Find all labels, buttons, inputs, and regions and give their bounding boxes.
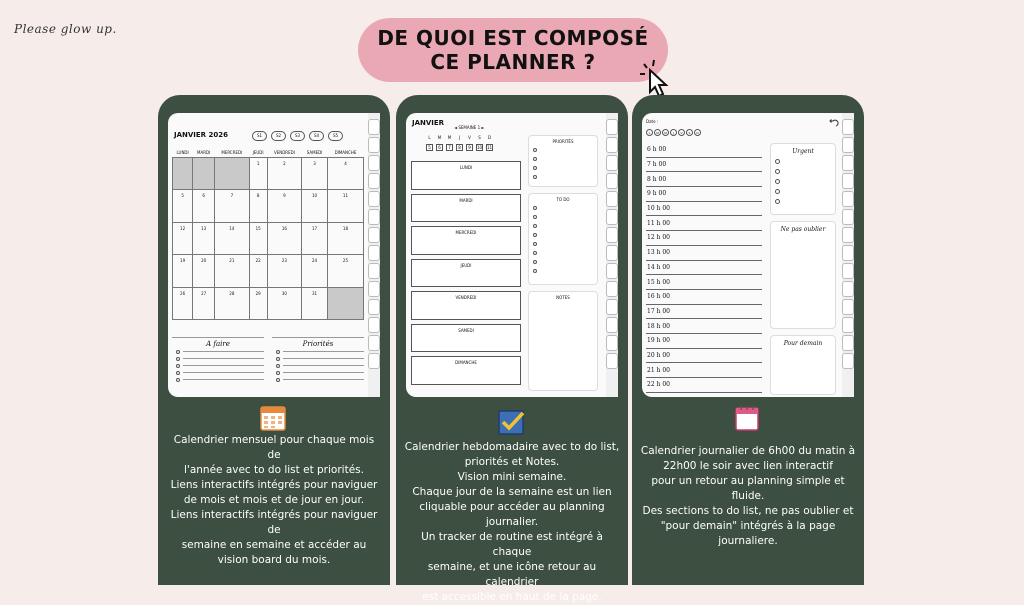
calendar-day-cell[interactable]: 27 <box>193 287 215 320</box>
priorities-box: PRIORITÉS <box>528 135 598 187</box>
calendar-day-cell[interactable]: 21 <box>215 255 250 288</box>
hour-slot[interactable]: 18 h 00 <box>646 319 762 334</box>
title-line-1: DE QUOI EST COMPOSÉ <box>377 26 649 50</box>
calendar-day-cell[interactable]: 22 <box>249 255 267 288</box>
calendar-day-cell[interactable]: 7 <box>215 190 250 223</box>
calendar-icon <box>258 403 288 433</box>
day-boxes <box>411 161 521 385</box>
week-button[interactable]: S5 <box>328 131 343 141</box>
calendar-day-cell[interactable]: 28 <box>215 287 250 320</box>
hour-slot[interactable]: 22 h 00 <box>646 378 762 393</box>
routine-checkbox[interactable]: 10 <box>477 145 483 150</box>
month-calendar-grid <box>172 149 364 320</box>
calendar-day-cell[interactable]: 2 <box>267 157 302 190</box>
calendar-day-cell[interactable] <box>173 157 193 190</box>
calendar-day-cell[interactable]: 4 <box>327 157 363 190</box>
week-button[interactable]: S2 <box>271 131 286 141</box>
hour-slot[interactable]: 14 h 00 <box>646 261 762 276</box>
monthly-preview <box>168 113 380 397</box>
weekly-preview <box>406 113 618 397</box>
calendar-day-cell[interactable]: 10 <box>302 190 328 223</box>
weekday-header: MERCREDI <box>221 150 243 156</box>
weekday-header: VENDREDI <box>273 150 295 156</box>
calendar-day-cell[interactable]: 31 <box>302 287 328 320</box>
weekday-header: LUNDI <box>176 150 189 156</box>
daily-description: Calendrier journalier de 6h00 du matin à 22h00 le soir avec lien interactif pour un retour au planning simple et fluide. Des sections to do list, ne pas oublier et "pour demain" intégrés à la page journaliere. <box>640 445 856 547</box>
day-button[interactable]: L <box>646 129 653 136</box>
day-button[interactable]: J <box>670 129 677 136</box>
calendar-day-cell[interactable]: 20 <box>193 255 215 288</box>
monthly-panel <box>158 95 390 585</box>
hour-slot[interactable]: 12 h 00 <box>646 231 762 246</box>
date-label: Date : <box>646 119 659 124</box>
monthly-description: Calendrier mensuel pour chaque mois de l'année avec to do list et priorités. Liens interactifs intégrés pour naviguer de mois et mois et de jour en jour. Liens interactifs intégrés pour naviguer de semaine en semaine et accéder au vision board du mois. <box>170 434 378 566</box>
hour-slot[interactable]: 13 h 00 <box>646 246 762 261</box>
cursor-click-icon <box>636 58 680 98</box>
hourly-schedule <box>646 143 762 393</box>
week-button[interactable]: S3 <box>290 131 305 141</box>
hour-slot[interactable]: 9 h 00 <box>646 187 762 202</box>
calendar-day-cell[interactable]: 25 <box>327 255 363 288</box>
calendar-day-cell[interactable]: 12 <box>173 222 193 255</box>
day-link[interactable]: JEUDI <box>411 259 521 288</box>
dont-forget-box: Ne pas oublier <box>770 221 836 329</box>
routine-checkbox[interactable]: 7 <box>446 144 453 151</box>
calendar-day-cell[interactable]: 16 <box>267 222 302 255</box>
routine-checkbox[interactable]: 9 <box>466 144 473 151</box>
day-link[interactable]: VENDREDI <box>411 291 521 320</box>
day-link[interactable]: LUNDI <box>411 161 521 190</box>
day-link[interactable]: SAMEDI <box>411 324 521 353</box>
day-button[interactable]: M <box>662 129 669 136</box>
day-button[interactable]: D <box>694 129 701 136</box>
day-button[interactable]: V <box>678 129 685 136</box>
back-arrow-icon[interactable] <box>828 119 838 129</box>
calendar-day-cell[interactable]: 19 <box>173 255 193 288</box>
routine-checkbox[interactable]: 8 <box>456 144 463 151</box>
calendar-day-cell[interactable]: 15 <box>249 222 267 255</box>
weekly-panel <box>396 95 628 603</box>
hour-slot[interactable]: 16 h 00 <box>646 290 762 305</box>
calendar-day-cell[interactable]: 5 <box>173 190 193 223</box>
week-button[interactable]: S1 <box>252 131 267 141</box>
weekly-description: Calendrier hebdomadaire avec to do list, priorités et Notes. Vision mini semaine. Chaque jour de la semaine est un lien cliquable pour accéder au planning journalier. Un tracker de routine est intégré à chaque semaine, et une icône retour au calendrier est accessible en haut de la page. <box>404 441 620 603</box>
notes-box: NOTES <box>528 291 598 391</box>
routine-checkbox[interactable]: 11 <box>487 145 493 150</box>
checkbox-icon <box>496 407 526 437</box>
day-link[interactable]: DIMANCHE <box>411 356 521 385</box>
calendar-day-cell[interactable] <box>215 157 250 190</box>
for-tomorrow-box: Pour demain <box>770 335 836 395</box>
weekday-header: SAMEDI <box>306 150 323 156</box>
calendar-day-cell[interactable]: 29 <box>249 287 267 320</box>
day-button[interactable]: M <box>654 129 661 136</box>
calendar-day-cell[interactable] <box>327 287 363 320</box>
monthly-title: JANVIER 2026 <box>174 131 228 139</box>
week-button[interactable]: S4 <box>309 131 324 141</box>
calendar-day-cell[interactable]: 14 <box>215 222 250 255</box>
routine-checkbox[interactable]: 5 <box>426 144 433 151</box>
title-line-2: CE PLANNER ? <box>430 50 596 74</box>
daily-panel <box>632 95 864 585</box>
title-banner <box>358 18 668 82</box>
day-selector <box>646 129 701 136</box>
week-buttons <box>252 131 343 141</box>
monthly-lists <box>172 337 364 393</box>
hour-slot[interactable]: 20 h 00 <box>646 349 762 364</box>
hour-slot[interactable]: 10 h 00 <box>646 202 762 217</box>
daily-preview <box>642 113 854 397</box>
day-link[interactable]: MERCREDI <box>411 226 521 255</box>
calendar-day-cell[interactable]: 1 <box>249 157 267 190</box>
todo-list-title: A faire <box>206 340 230 348</box>
hour-slot[interactable]: 19 h 00 <box>646 334 762 349</box>
priorities-title: Priorités <box>302 340 334 348</box>
hour-slot[interactable]: 17 h 00 <box>646 305 762 320</box>
hour-slot[interactable]: 8 h 00 <box>646 172 762 187</box>
hour-slot[interactable]: 11 h 00 <box>646 216 762 231</box>
routine-tracker <box>426 144 493 151</box>
day-button[interactable]: S <box>686 129 693 136</box>
weekly-title: JANVIER <box>412 119 445 127</box>
hour-slot[interactable]: 6 h 00 <box>646 143 762 158</box>
daily-calendar-icon <box>732 403 762 433</box>
calendar-day-cell[interactable]: 13 <box>193 222 215 255</box>
month-tabs[interactable] <box>842 113 854 397</box>
calendar-day-cell[interactable]: 9 <box>267 190 302 223</box>
calendar-day-cell[interactable] <box>193 157 215 190</box>
todo-list-box <box>172 337 264 393</box>
hour-slot[interactable]: 15 h 00 <box>646 275 762 290</box>
signature: Please glow up. <box>14 22 117 36</box>
weekday-header: DIMANCHE <box>334 150 357 156</box>
calendar-day-cell[interactable]: 30 <box>267 287 302 320</box>
calendar-day-cell[interactable]: 3 <box>302 157 328 190</box>
hour-slot[interactable]: 21 h 00 <box>646 363 762 378</box>
calendar-day-cell[interactable]: 17 <box>302 222 328 255</box>
calendar-day-cell[interactable]: 24 <box>302 255 328 288</box>
priorities-box <box>272 337 364 393</box>
month-tabs[interactable] <box>368 113 380 397</box>
hour-slot[interactable]: 7 h 00 <box>646 158 762 173</box>
routine-checkbox[interactable]: 6 <box>436 144 443 151</box>
mini-week-letters: L M M J V S D <box>428 135 492 140</box>
weekday-header: MARDI <box>197 150 211 156</box>
calendar-day-cell[interactable]: 23 <box>267 255 302 288</box>
urgent-box: Urgent <box>770 143 836 215</box>
day-link[interactable]: MARDI <box>411 194 521 223</box>
calendar-day-cell[interactable]: 6 <box>193 190 215 223</box>
todo-box: TO DO <box>528 193 598 285</box>
month-tabs[interactable] <box>606 113 618 397</box>
calendar-day-cell[interactable]: 11 <box>327 190 363 223</box>
calendar-day-cell[interactable]: 26 <box>173 287 193 320</box>
calendar-day-cell[interactable]: 8 <box>249 190 267 223</box>
calendar-day-cell[interactable]: 18 <box>327 222 363 255</box>
week-navigation[interactable]: ◄ SEMAINE 1 ► <box>454 125 485 130</box>
weekday-header: JEUDI <box>252 150 264 156</box>
